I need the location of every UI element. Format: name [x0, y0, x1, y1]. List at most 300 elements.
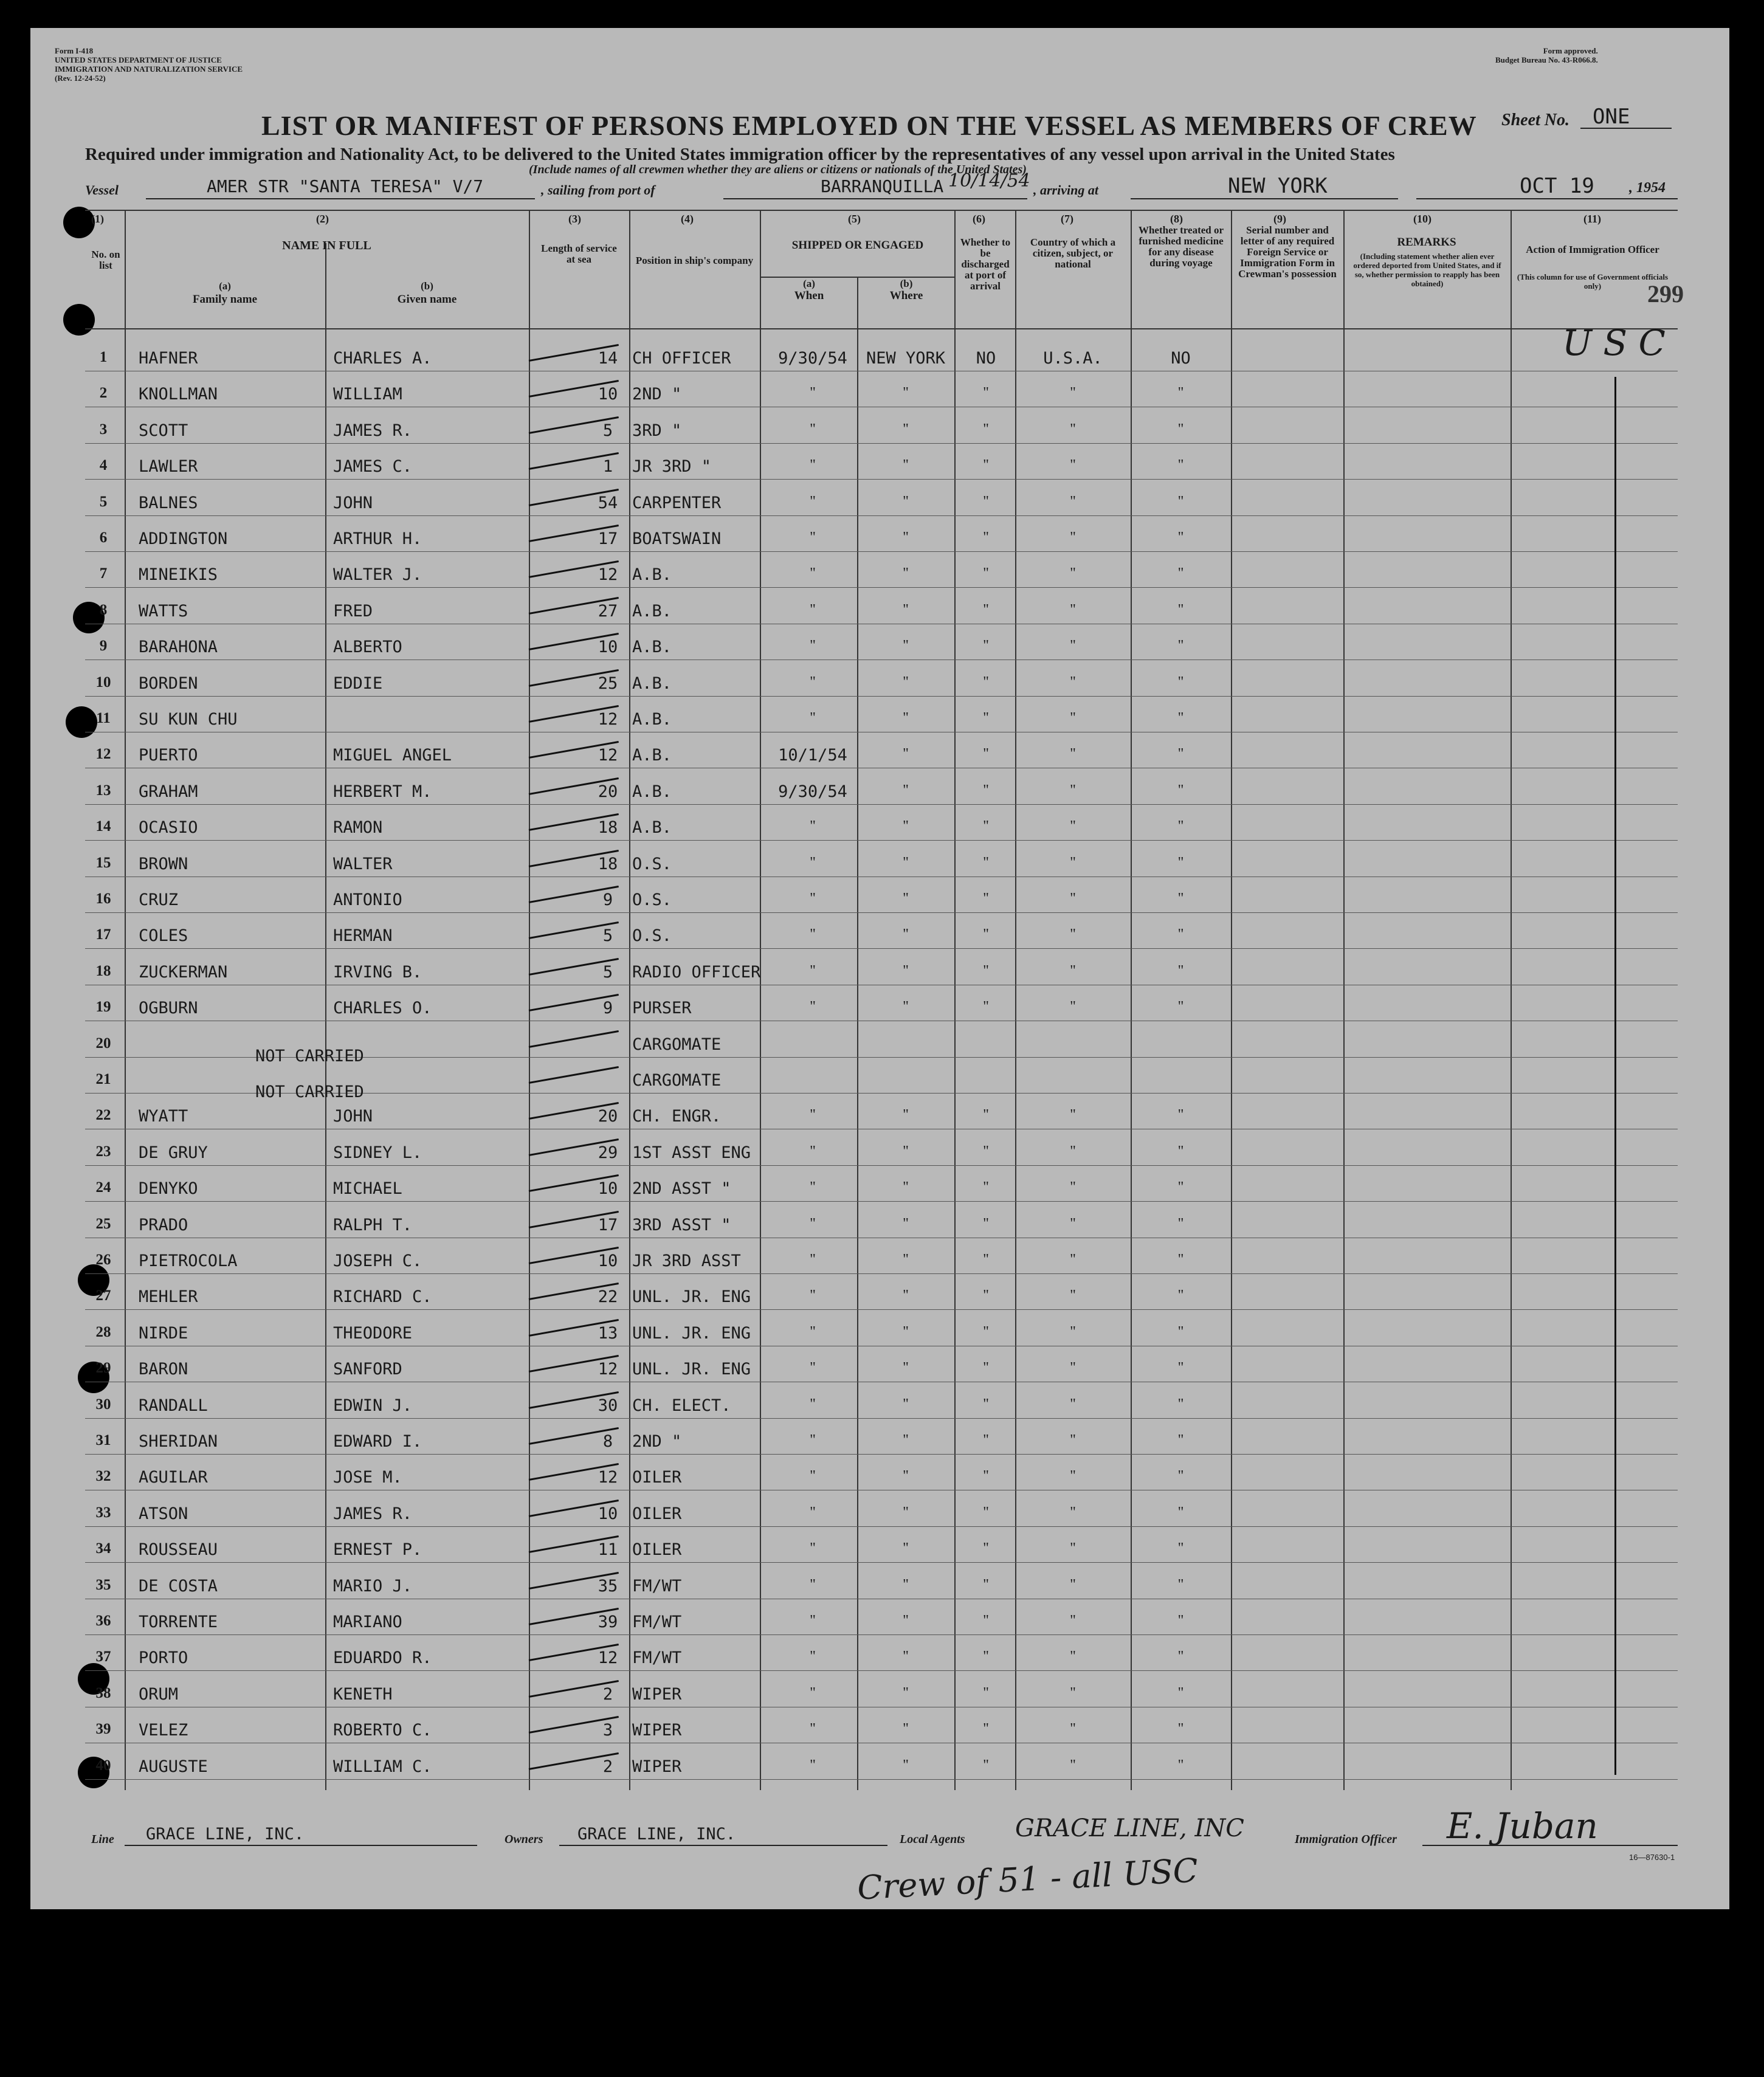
cell-no: 37 — [95, 1648, 111, 1665]
cell-country: " — [1070, 565, 1076, 582]
cell-disch: " — [983, 421, 989, 437]
cell-treated: " — [1177, 854, 1184, 870]
cell-position: CARPENTER — [632, 493, 722, 512]
table-row — [85, 408, 1678, 444]
table-row — [85, 913, 1678, 949]
cell-country: " — [1070, 926, 1076, 943]
cell-when: " — [810, 1252, 816, 1267]
cell-position: UNL. JR. ENG — [632, 1287, 751, 1307]
cell-given: WILLIAM — [333, 385, 402, 404]
cell-no: 11 — [96, 710, 111, 726]
cell-given: HERBERT M. — [333, 782, 432, 801]
cell-country: U.S.A. — [1043, 349, 1103, 368]
arriving-label: , arriving at — [1033, 182, 1098, 198]
arrival-date: OCT 19 — [1520, 174, 1594, 198]
cell-family: ATSON — [139, 1504, 188, 1523]
header-where-letter: (b) — [900, 278, 913, 289]
cell-length: 3 — [602, 1721, 613, 1740]
header-treated: Whether treated or furnished medicine for any disease during voyage — [1138, 224, 1224, 269]
header-country: Country of which a citizen, subject, or national — [1030, 236, 1116, 270]
cell-when: 9/30/54 — [778, 349, 847, 368]
cell-country: " — [1070, 1432, 1076, 1448]
cell-disch: " — [983, 1613, 989, 1628]
cell-length: 17 — [598, 1215, 618, 1235]
cell-given: HERMAN — [333, 926, 393, 946]
cell-when: " — [810, 1757, 816, 1773]
table-row — [85, 1166, 1678, 1202]
handwritten-date: 10/14/54 — [948, 170, 1030, 191]
cell-when: " — [810, 1540, 816, 1557]
table-row — [85, 1527, 1678, 1563]
cell-treated: " — [1177, 818, 1184, 835]
cell-when: " — [810, 1107, 816, 1123]
owners-label: Owners — [505, 1833, 543, 1846]
cell-country: " — [1070, 962, 1076, 979]
cell-no: 3 — [99, 421, 108, 438]
cell-position: RADIO OFFICER — [632, 962, 761, 982]
cell-length: 5 — [602, 926, 613, 946]
cell-no: 19 — [95, 999, 111, 1016]
cell-length: 9 — [602, 999, 613, 1018]
cell-position: WIPER — [632, 1684, 682, 1704]
vessel-underline — [146, 198, 535, 199]
cell-treated: " — [1177, 1432, 1184, 1448]
cell-treated: " — [1177, 1648, 1184, 1665]
subtitle-note: (Include names of all crewmen whether they are aliens or citizens or nationals of the United States) — [529, 163, 1027, 176]
table-row — [85, 841, 1678, 877]
cell-when: " — [810, 529, 816, 545]
cell-where: " — [903, 1287, 909, 1304]
cell-country: " — [1070, 890, 1076, 906]
col-number: (9) — [1273, 213, 1286, 225]
header-remarks: REMARKS — [1397, 236, 1456, 249]
cell-no: 28 — [95, 1323, 111, 1340]
punch-hole — [63, 304, 95, 336]
header-given-name: Given name — [397, 293, 457, 306]
cell-length: 10 — [598, 385, 618, 404]
table-row — [85, 516, 1678, 552]
cell-country: " — [1070, 493, 1076, 509]
handwritten-bracket-line — [1614, 377, 1616, 1775]
cell-where: " — [903, 1143, 909, 1159]
cell-treated: " — [1177, 1613, 1184, 1628]
cell-length: 12 — [598, 1648, 618, 1668]
cell-length: 8 — [602, 1432, 613, 1451]
table-row — [85, 1635, 1678, 1671]
header-where: Where — [889, 289, 923, 302]
cell-no: 34 — [95, 1540, 111, 1557]
cell-length: 17 — [598, 529, 618, 548]
cell-length: 12 — [598, 746, 618, 765]
cell-position: CARGOMATE — [632, 1035, 722, 1054]
page-title: LIST OR MANIFEST OF PERSONS EMPLOYED ON THE VESSEL AS MEMBERS OF CREW — [261, 110, 1477, 141]
cell-family: BARAHONA — [139, 638, 218, 657]
table-row — [85, 877, 1678, 913]
table-row — [85, 552, 1678, 588]
table-row — [85, 1202, 1678, 1238]
header-action-note: (This column for use of Government officials only) — [1517, 272, 1669, 291]
table-row — [85, 769, 1678, 805]
cell-no: 32 — [95, 1468, 111, 1485]
cell-treated: " — [1177, 1684, 1184, 1701]
cell-treated: " — [1177, 638, 1184, 654]
cell-family: DENYKO — [139, 1179, 198, 1199]
cell-length: 29 — [598, 1143, 618, 1162]
cell-length: 27 — [598, 601, 618, 621]
cell-country: " — [1070, 1323, 1076, 1340]
cell-disch: " — [983, 890, 989, 906]
cell-treated: " — [1177, 1252, 1184, 1267]
cell-position: BOATSWAIN — [632, 529, 722, 548]
cell-given: JOSE M. — [333, 1468, 402, 1487]
cell-treated: " — [1177, 1576, 1184, 1593]
cell-disch: " — [983, 1648, 989, 1665]
col-number: (10) — [1413, 213, 1432, 225]
cell-no: 23 — [95, 1143, 111, 1160]
cell-length: 2 — [602, 1757, 613, 1776]
cell-given: RALPH T. — [333, 1215, 413, 1235]
cell-treated: " — [1177, 385, 1184, 401]
cell-when: " — [810, 999, 816, 1015]
cell-no: 5 — [99, 493, 108, 510]
port-from: BARRANQUILLA — [821, 176, 944, 196]
header-remarks-note: (Including statement whether alien ever ordered deported from United States, and if so, whether permission to reapply has been obtained) — [1353, 252, 1501, 288]
header-given-letter: (b) — [421, 280, 433, 292]
table-row — [85, 1419, 1678, 1455]
cell-family: MEHLER — [139, 1287, 198, 1307]
cell-family: PUERTO — [139, 746, 198, 765]
cell-length: 10 — [598, 1179, 618, 1199]
officer-underline — [1422, 1845, 1678, 1846]
table-row — [85, 588, 1678, 624]
cell-given: ROBERTO C. — [333, 1721, 432, 1740]
cell-no: 38 — [95, 1684, 111, 1701]
cell-given: JAMES R. — [333, 1504, 413, 1523]
cell-disch: " — [983, 673, 989, 690]
cell-no: 6 — [99, 529, 108, 546]
col-number: (1) — [91, 213, 104, 225]
cell-length: 1 — [602, 457, 613, 477]
cell-no: 2 — [99, 385, 108, 402]
owners-value: GRACE LINE, INC. — [577, 1825, 736, 1844]
sailing-label: , sailing from port of — [541, 182, 655, 198]
cell-country: " — [1070, 1252, 1076, 1267]
cell-treated: " — [1177, 1396, 1184, 1412]
cell-length: 10 — [598, 638, 618, 657]
cell-no: 30 — [95, 1396, 111, 1413]
row-rule — [85, 1779, 1678, 1780]
cell-where: " — [903, 926, 909, 943]
vessel-name: AMER STR "SANTA TERESA" V/7 — [207, 176, 484, 196]
cell-position: OILER — [632, 1468, 682, 1487]
cell-disch: " — [983, 1504, 989, 1520]
cell-given: RICHARD C. — [333, 1287, 432, 1307]
cell-treated: " — [1177, 1287, 1184, 1304]
cell-position: 1ST ASST ENG — [632, 1143, 751, 1162]
cell-length: 39 — [598, 1613, 618, 1631]
table-row — [85, 949, 1678, 985]
cell-country: " — [1070, 1504, 1076, 1520]
cell-when: " — [810, 421, 816, 437]
cell-where: " — [903, 1252, 909, 1267]
cell-position: A.B. — [632, 710, 672, 729]
cell-treated: " — [1177, 565, 1184, 582]
cell-when: " — [810, 1287, 816, 1304]
cell-position: UNL. JR. ENG — [632, 1360, 751, 1379]
table-row — [85, 444, 1678, 480]
table-row — [85, 661, 1678, 697]
cell-country: " — [1070, 1215, 1076, 1231]
cell-where: " — [903, 421, 909, 437]
port-from-underline — [723, 198, 1027, 199]
cell-treated: " — [1177, 962, 1184, 979]
cell-length: 35 — [598, 1576, 618, 1596]
cell-length: 54 — [598, 493, 618, 512]
print-code: 16—87630-1 — [1629, 1853, 1675, 1862]
port-to: NEW YORK — [1228, 174, 1328, 198]
cell-given: IRVING B. — [333, 962, 422, 982]
cell-position: A.B. — [632, 565, 672, 585]
cell-length: 30 — [598, 1396, 618, 1415]
cell-disch: " — [983, 1684, 989, 1701]
form-approval — [1495, 46, 1598, 64]
cell-treated: " — [1177, 1468, 1184, 1484]
cell-country: " — [1070, 999, 1076, 1015]
cell-family: TORRENTE — [139, 1613, 218, 1631]
cell-length: 20 — [598, 782, 618, 801]
cell-no: 10 — [95, 673, 111, 691]
cell-where: " — [903, 890, 909, 906]
cell-given: THEODORE — [333, 1323, 413, 1343]
cell-no: 18 — [95, 962, 111, 979]
cell-disch: " — [983, 999, 989, 1015]
cell-treated: " — [1177, 493, 1184, 509]
cell-when: " — [810, 1684, 816, 1701]
cell-treated: " — [1177, 601, 1184, 618]
cell-family: BROWN — [139, 854, 188, 873]
stamp-number: 299 — [1647, 280, 1684, 308]
header-when-letter: (a) — [803, 278, 815, 289]
cell-no: 12 — [95, 746, 111, 763]
cell-position: CH. ENGR. — [632, 1107, 722, 1126]
cell-no: 1 — [99, 349, 108, 365]
cell-when: " — [810, 1504, 816, 1520]
cell-given: JOSEPH C. — [333, 1252, 422, 1270]
cell-country: " — [1070, 529, 1076, 545]
cell-no: 22 — [95, 1107, 111, 1124]
cell-given: WALTER J. — [333, 565, 422, 585]
cell-family: PRADO — [139, 1215, 188, 1235]
cell-when: " — [810, 673, 816, 690]
date-underline — [1416, 198, 1678, 199]
header-bottom-line — [85, 328, 1678, 329]
cell-country: " — [1070, 421, 1076, 437]
cell-family: WYATT — [139, 1107, 188, 1126]
cell-where: " — [903, 1757, 909, 1773]
cell-given: EDWARD I. — [333, 1432, 422, 1451]
cell-country: " — [1070, 1540, 1076, 1557]
cell-where: " — [903, 457, 909, 474]
cell-when: " — [810, 1179, 816, 1196]
cell-disch: " — [983, 1287, 989, 1304]
cell-when: " — [810, 1576, 816, 1593]
cell-length: 12 — [598, 1468, 618, 1487]
cell-treated: " — [1177, 529, 1184, 545]
cell-given: CHARLES O. — [333, 999, 432, 1018]
cell-disch: " — [983, 493, 989, 509]
cell-country: " — [1070, 1468, 1076, 1484]
table-row — [85, 1455, 1678, 1490]
agents-label: Local Agents — [900, 1833, 965, 1846]
punch-hole — [63, 207, 95, 238]
cell-treated: " — [1177, 1504, 1184, 1520]
cell-when: " — [810, 926, 816, 943]
cell-family: BARON — [139, 1360, 188, 1379]
cell-given: RAMON — [333, 818, 383, 838]
cell-where: " — [903, 854, 909, 870]
cell-disch: " — [983, 1143, 989, 1159]
cell-family: KNOLLMAN — [139, 385, 218, 404]
cell-position: A.B. — [632, 818, 672, 838]
cell-when: " — [810, 890, 816, 906]
cell-country: " — [1070, 1576, 1076, 1593]
approval-line: Form approved. — [1543, 46, 1598, 55]
cell-country: " — [1070, 673, 1076, 690]
cell-treated: " — [1177, 1215, 1184, 1231]
cell-no: 16 — [95, 890, 111, 907]
cell-when: " — [810, 457, 816, 474]
cell-no: 27 — [95, 1287, 111, 1304]
cell-family: RANDALL — [139, 1396, 208, 1415]
header-when: When — [794, 289, 824, 302]
check-stroke — [529, 1066, 619, 1084]
cell-family: ROUSSEAU — [139, 1540, 218, 1560]
cell-position: JR 3RD ASST — [632, 1252, 741, 1270]
cell-given: MARIO J. — [333, 1576, 413, 1596]
cell-when: 9/30/54 — [778, 782, 847, 801]
not-carried-note: NOT CARRIED — [255, 1047, 364, 1066]
table-row — [85, 1744, 1678, 1780]
cell-country: " — [1070, 746, 1076, 762]
cell-country: " — [1070, 601, 1076, 618]
cell-disch: " — [983, 638, 989, 654]
cell-no: 17 — [95, 926, 111, 943]
usc-handwritten-mark: U S C — [1562, 322, 1666, 363]
cell-no: 31 — [95, 1432, 111, 1448]
cell-family: ADDINGTON — [139, 529, 228, 548]
col-number: (7) — [1061, 213, 1073, 225]
cell-disch: " — [983, 1360, 989, 1376]
cell-where: " — [903, 1179, 909, 1196]
cell-country: " — [1070, 385, 1076, 401]
cell-length: 18 — [598, 818, 618, 838]
cell-when: " — [810, 1721, 816, 1737]
cell-given: SIDNEY L. — [333, 1143, 422, 1162]
cell-family: SHERIDAN — [139, 1432, 218, 1451]
line-underline — [125, 1845, 477, 1846]
cell-where: " — [903, 565, 909, 582]
cell-no: 35 — [95, 1576, 111, 1593]
cell-length: 9 — [602, 890, 613, 909]
cell-position: OILER — [632, 1540, 682, 1560]
cell-no: 14 — [95, 818, 111, 835]
table-row — [85, 1274, 1678, 1310]
cell-treated: " — [1177, 1323, 1184, 1340]
cell-treated: " — [1177, 1143, 1184, 1159]
cell-treated: NO — [1171, 349, 1191, 368]
cell-country: " — [1070, 457, 1076, 474]
service: IMMIGRATION AND NATURALIZATION SERVICE — [55, 64, 243, 74]
cell-country: " — [1070, 1757, 1076, 1773]
cell-disch: " — [983, 746, 989, 762]
cell-disch: " — [983, 1540, 989, 1557]
cell-no: 15 — [95, 854, 111, 871]
owners-underline — [559, 1845, 887, 1846]
cell-country: " — [1070, 638, 1076, 654]
cell-family: SU KUN CHU — [139, 710, 238, 729]
cell-when: 10/1/54 — [778, 746, 847, 765]
cell-length: 11 — [598, 1540, 618, 1560]
cell-family: WATTS — [139, 601, 188, 621]
cell-treated: " — [1177, 782, 1184, 798]
cell-where: " — [903, 1323, 909, 1340]
cell-treated: " — [1177, 1107, 1184, 1123]
form-number: Form I-418 — [55, 46, 94, 55]
revision: (Rev. 12-24-52) — [55, 74, 106, 83]
cell-family: ZUCKERMAN — [139, 962, 228, 982]
cell-disch: " — [983, 457, 989, 474]
table-row — [85, 1311, 1678, 1346]
cell-treated: " — [1177, 1540, 1184, 1557]
table-row — [85, 371, 1678, 407]
cell-family: DE GRUY — [139, 1143, 208, 1162]
table-row — [85, 732, 1678, 768]
cell-disch: " — [983, 1323, 989, 1340]
cell-when: " — [810, 710, 816, 726]
cell-when: " — [810, 1613, 816, 1628]
cell-given: WALTER — [333, 854, 393, 873]
cell-country: " — [1070, 1360, 1076, 1376]
cell-where: " — [903, 1648, 909, 1665]
cell-family: BORDEN — [139, 673, 198, 693]
sheet-number-value: ONE — [1593, 105, 1630, 129]
cell-given: ERNEST P. — [333, 1540, 422, 1560]
cell-where: " — [903, 1576, 909, 1593]
table-row — [85, 1599, 1678, 1635]
cell-length: 18 — [598, 854, 618, 873]
cell-position: CH OFFICER — [632, 349, 731, 368]
cell-position: A.B. — [632, 782, 672, 801]
department: UNITED STATES DEPARTMENT OF JUSTICE — [55, 55, 222, 64]
header-discharged: Whether to be discharged at port of arrival — [960, 236, 1011, 292]
cell-position: PURSER — [632, 999, 692, 1018]
cell-position: 3RD ASST " — [632, 1215, 731, 1235]
cell-length: 10 — [598, 1504, 618, 1523]
cell-no: 20 — [95, 1035, 111, 1052]
cell-family: LAWLER — [139, 457, 198, 477]
cell-given: ANTONIO — [333, 890, 402, 909]
sheet-number-underline — [1580, 128, 1672, 129]
table-row — [85, 805, 1678, 841]
cell-given: ALBERTO — [333, 638, 402, 657]
budget-bureau-line: Budget Bureau No. 43-R066.8. — [1495, 55, 1598, 64]
cell-disch: " — [983, 1757, 989, 1773]
cell-country: " — [1070, 1179, 1076, 1196]
not-carried-note: NOT CARRIED — [255, 1083, 364, 1101]
col-number: (5) — [848, 213, 861, 225]
col-number: (2) — [316, 213, 329, 225]
cell-position: FM/WT — [632, 1576, 682, 1596]
